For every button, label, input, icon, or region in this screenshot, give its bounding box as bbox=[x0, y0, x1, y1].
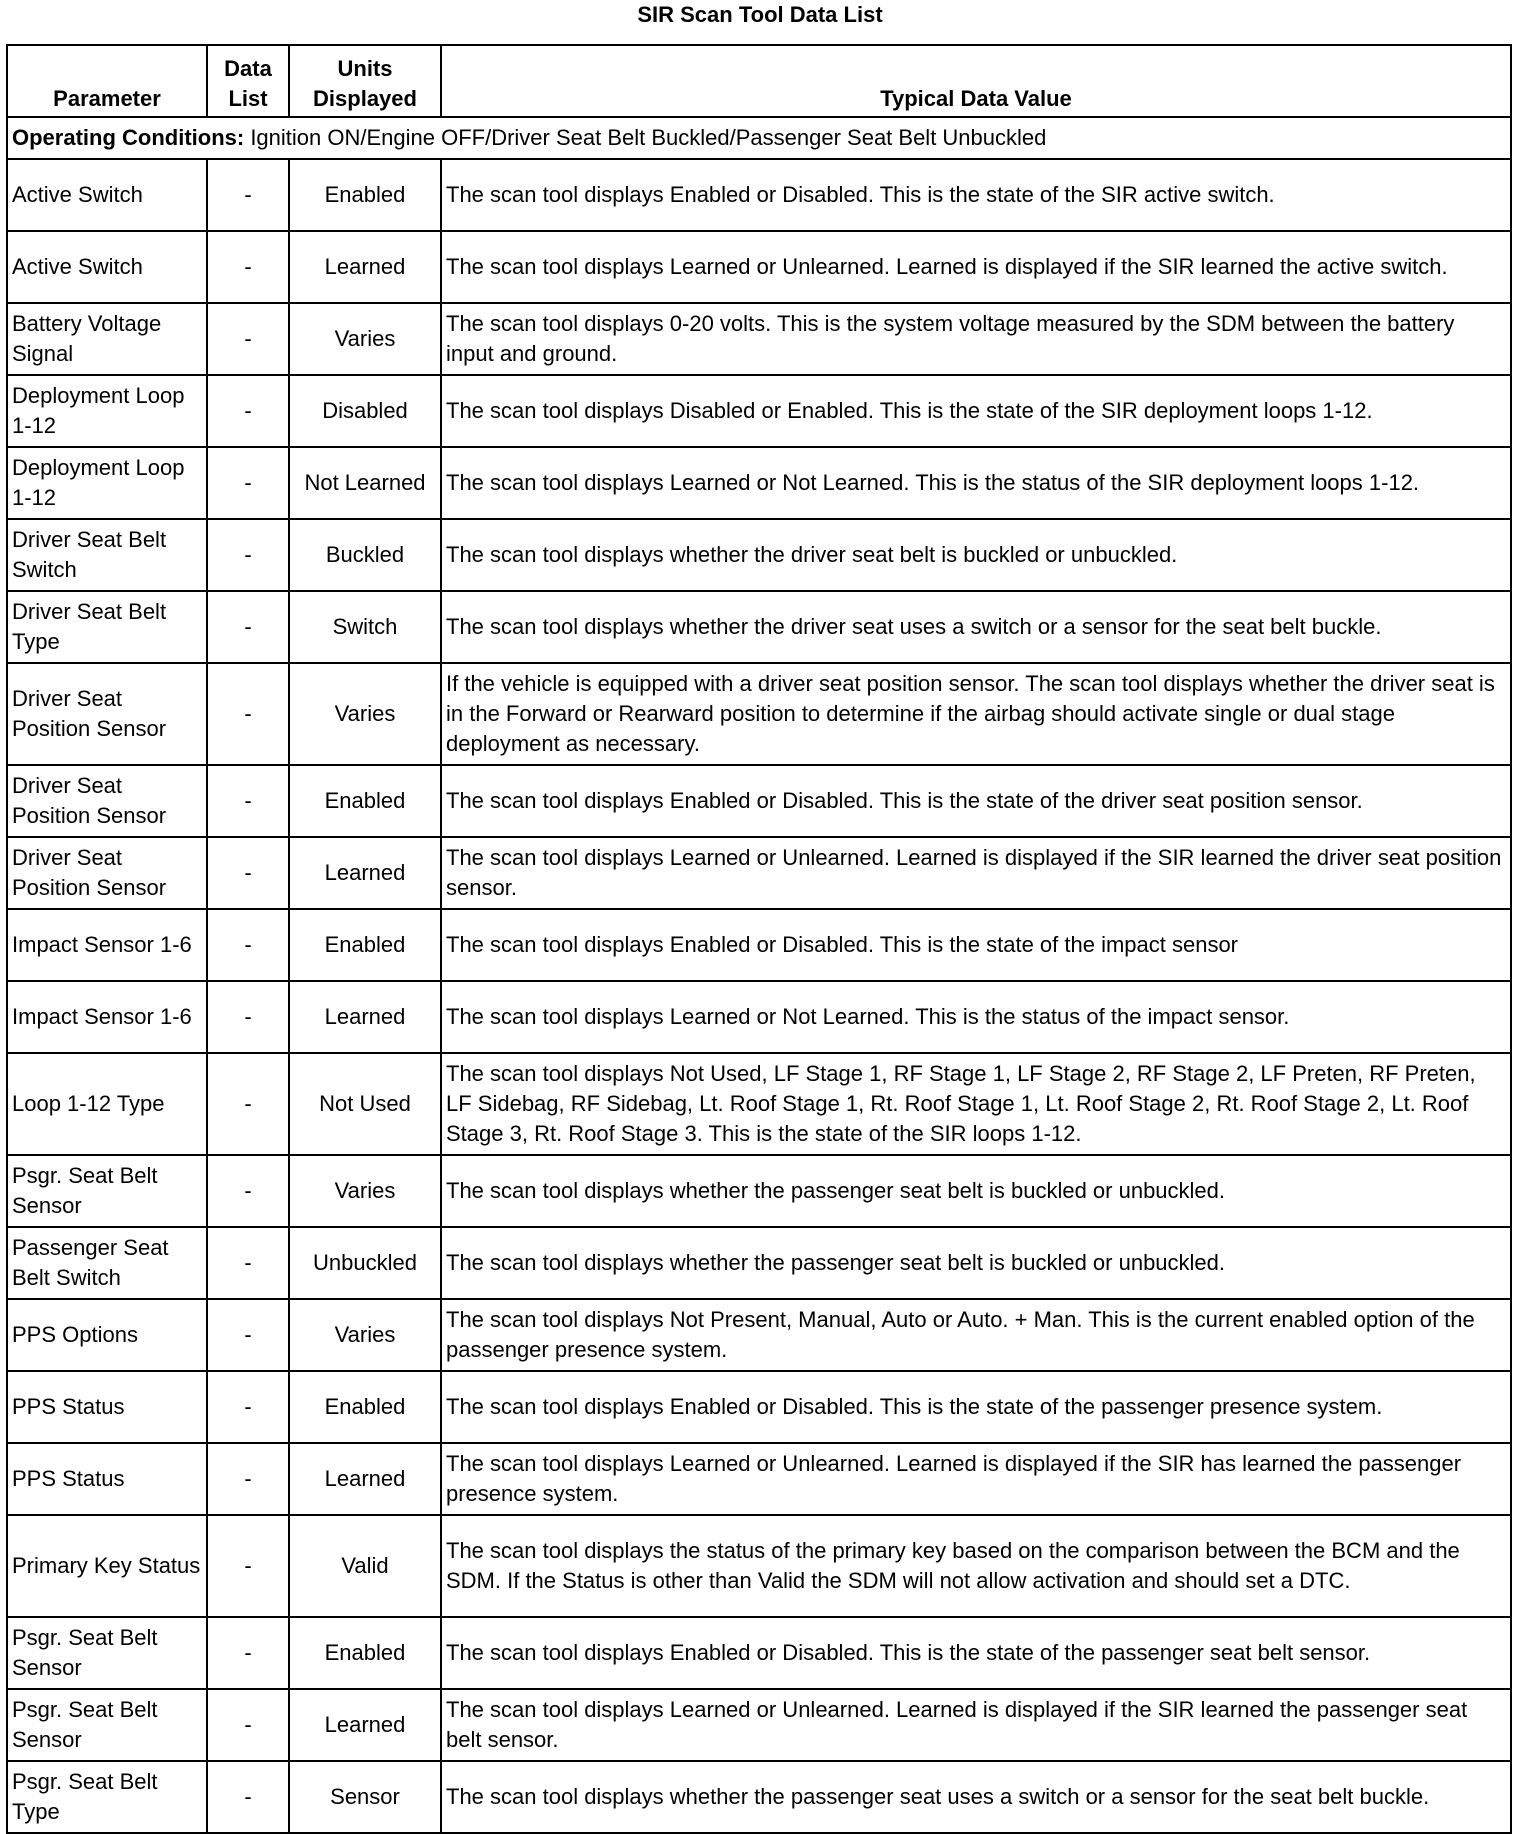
typical-data-value-cell: The scan tool displays whether the driver seat belt is buckled or unbuckled. bbox=[441, 519, 1511, 591]
typical-data-value-cell: The scan tool displays whether the passenger seat uses a switch or a sensor for the seat belt buckle. bbox=[441, 1761, 1511, 1833]
parameter-cell: Deployment Loop 1-12 bbox=[7, 375, 207, 447]
header-data-list: Data List bbox=[207, 45, 289, 117]
data-table bbox=[6, 44, 1512, 1834]
units-displayed-cell: Enabled bbox=[289, 909, 441, 981]
table-row bbox=[7, 1443, 1511, 1515]
units-displayed-cell: Learned bbox=[289, 1443, 441, 1515]
header-typical-data-value: Typical Data Value bbox=[441, 45, 1511, 117]
typical-data-value-cell: The scan tool displays Enabled or Disabled. This is the state of the impact sensor bbox=[441, 909, 1511, 981]
data-list-cell: - bbox=[207, 375, 289, 447]
table-row bbox=[7, 765, 1511, 837]
units-displayed-cell: Learned bbox=[289, 1689, 441, 1761]
typical-data-value-cell: The scan tool displays Learned or Not Learned. This is the status of the SIR deployment loops 1-12. bbox=[441, 447, 1511, 519]
units-displayed-cell: Varies bbox=[289, 1299, 441, 1371]
table-row bbox=[7, 1227, 1511, 1299]
parameter-cell: Active Switch bbox=[7, 159, 207, 231]
table-row bbox=[7, 303, 1511, 375]
typical-data-value-cell: The scan tool displays Disabled or Enabled. This is the state of the SIR deployment loops 1-12. bbox=[441, 375, 1511, 447]
parameter-cell: Deployment Loop 1-12 bbox=[7, 447, 207, 519]
data-list-cell: - bbox=[207, 1761, 289, 1833]
units-displayed-cell: Enabled bbox=[289, 159, 441, 231]
typical-data-value-cell: The scan tool displays Learned or Unlearned. Learned is displayed if the SIR learned the driver seat position sensor. bbox=[441, 837, 1511, 909]
units-displayed-cell: Buckled bbox=[289, 519, 441, 591]
data-list-cell: - bbox=[207, 1053, 289, 1155]
parameter-cell: Driver Seat Belt Switch bbox=[7, 519, 207, 591]
units-displayed-cell: Varies bbox=[289, 1155, 441, 1227]
units-displayed-cell: Switch bbox=[289, 591, 441, 663]
typical-data-value-cell: The scan tool displays Enabled or Disabled. This is the state of the driver seat position sensor. bbox=[441, 765, 1511, 837]
operating-conditions bbox=[7, 117, 1511, 159]
data-list-cell: - bbox=[207, 231, 289, 303]
operating-conditions-value: Ignition ON/Engine OFF/Driver Seat Belt Buckled/Passenger Seat Belt Unbuckled bbox=[244, 125, 1047, 150]
parameter-cell: Driver Seat Position Sensor bbox=[7, 765, 207, 837]
table-row bbox=[7, 159, 1511, 231]
units-displayed-cell: Not Used bbox=[289, 1053, 441, 1155]
table-row bbox=[7, 1299, 1511, 1371]
typical-data-value-cell: The scan tool displays 0-20 volts. This is the system voltage measured by the SDM between the battery input and ground. bbox=[441, 303, 1511, 375]
header-parameter: Parameter bbox=[7, 45, 207, 117]
table-row bbox=[7, 1515, 1511, 1617]
table-row bbox=[7, 591, 1511, 663]
parameter-cell: Psgr. Seat Belt Sensor bbox=[7, 1689, 207, 1761]
typical-data-value-cell: The scan tool displays Learned or Unlearned. Learned is displayed if the SIR learned the passenger seat belt sensor. bbox=[441, 1689, 1511, 1761]
parameter-cell: PPS Options bbox=[7, 1299, 207, 1371]
data-list-cell: - bbox=[207, 1299, 289, 1371]
data-list-cell: - bbox=[207, 1443, 289, 1515]
units-displayed-cell: Learned bbox=[289, 231, 441, 303]
data-list-cell: - bbox=[207, 1155, 289, 1227]
parameter-cell: Battery Voltage Signal bbox=[7, 303, 207, 375]
data-list-cell: - bbox=[207, 981, 289, 1053]
units-displayed-cell: Enabled bbox=[289, 1371, 441, 1443]
data-list-cell: - bbox=[207, 1689, 289, 1761]
typical-data-value-cell: The scan tool displays whether the passenger seat belt is buckled or unbuckled. bbox=[441, 1155, 1511, 1227]
table-row bbox=[7, 1371, 1511, 1443]
data-list-cell: - bbox=[207, 1371, 289, 1443]
units-displayed-cell: Disabled bbox=[289, 375, 441, 447]
table-row bbox=[7, 1053, 1511, 1155]
data-list-cell: - bbox=[207, 447, 289, 519]
parameter-cell: PPS Status bbox=[7, 1371, 207, 1443]
units-displayed-cell: Varies bbox=[289, 663, 441, 765]
typical-data-value-cell: The scan tool displays whether the passenger seat belt is buckled or unbuckled. bbox=[441, 1227, 1511, 1299]
parameter-cell: Psgr. Seat Belt Sensor bbox=[7, 1617, 207, 1689]
data-list-cell: - bbox=[207, 663, 289, 765]
table-row bbox=[7, 447, 1511, 519]
parameter-cell: Primary Key Status bbox=[7, 1515, 207, 1617]
units-displayed-cell: Not Learned bbox=[289, 447, 441, 519]
parameter-cell: Psgr. Seat Belt Type bbox=[7, 1761, 207, 1833]
table-row bbox=[7, 375, 1511, 447]
parameter-cell: Impact Sensor 1-6 bbox=[7, 909, 207, 981]
header-row bbox=[7, 45, 1511, 117]
parameter-cell: Driver Seat Position Sensor bbox=[7, 663, 207, 765]
parameter-cell: Passenger Seat Belt Switch bbox=[7, 1227, 207, 1299]
typical-data-value-cell: The scan tool displays Learned or Unlearned. Learned is displayed if the SIR learned the active switch. bbox=[441, 231, 1511, 303]
table-row bbox=[7, 1155, 1511, 1227]
table-row bbox=[7, 1617, 1511, 1689]
typical-data-value-cell: The scan tool displays Enabled or Disabled. This is the state of the SIR active switch. bbox=[441, 159, 1511, 231]
units-displayed-cell: Learned bbox=[289, 837, 441, 909]
parameter-cell: Impact Sensor 1-6 bbox=[7, 981, 207, 1053]
units-displayed-cell: Valid bbox=[289, 1515, 441, 1617]
units-displayed-cell: Enabled bbox=[289, 1617, 441, 1689]
header-units-displayed: Units Displayed bbox=[289, 45, 441, 117]
table-row bbox=[7, 1761, 1511, 1833]
data-list-cell: - bbox=[207, 909, 289, 981]
data-list-cell: - bbox=[207, 591, 289, 663]
table-row bbox=[7, 231, 1511, 303]
typical-data-value-cell: If the vehicle is equipped with a driver seat position sensor. The scan tool displays whether the driver seat is in the Forward or Rearward position to determine if the airbag should activate single or dual stage deployment as necessary. bbox=[441, 663, 1511, 765]
operating-conditions-row bbox=[7, 117, 1511, 159]
typical-data-value-cell: The scan tool displays Not Used, LF Stage 1, RF Stage 1, LF Stage 2, RF Stage 2, LF Preten, RF Preten, LF Sidebag, RF Sidebag, Lt. Roof Stage 1, Rt. Roof Stage 1, Lt. Roof Stage 2, Rt. Roof Stage 2, Lt. Roof Stage 3, Rt. Roof Stage 3. This is the state of the SIR loops 1-12. bbox=[441, 1053, 1511, 1155]
page-title: SIR Scan Tool Data List bbox=[637, 2, 883, 27]
parameter-cell: Driver Seat Belt Type bbox=[7, 591, 207, 663]
data-list-cell: - bbox=[207, 837, 289, 909]
typical-data-value-cell: The scan tool displays whether the driver seat uses a switch or a sensor for the seat belt buckle. bbox=[441, 591, 1511, 663]
units-displayed-cell: Varies bbox=[289, 303, 441, 375]
table-row bbox=[7, 909, 1511, 981]
table-row bbox=[7, 1689, 1511, 1761]
parameter-cell: Psgr. Seat Belt Sensor bbox=[7, 1155, 207, 1227]
data-list-cell: - bbox=[207, 1515, 289, 1617]
typical-data-value-cell: The scan tool displays the status of the primary key based on the comparison between the BCM and the SDM. If the Status is other than Valid the SDM will not allow activation and should set a DTC. bbox=[441, 1515, 1511, 1617]
typical-data-value-cell: The scan tool displays Learned or Not Learned. This is the status of the impact sensor. bbox=[441, 981, 1511, 1053]
table-row bbox=[7, 519, 1511, 591]
operating-conditions-label: Operating Conditions: bbox=[12, 125, 245, 150]
table-row bbox=[7, 663, 1511, 765]
table-row bbox=[7, 981, 1511, 1053]
units-displayed-cell: Unbuckled bbox=[289, 1227, 441, 1299]
table-row bbox=[7, 837, 1511, 909]
typical-data-value-cell: The scan tool displays Enabled or Disabled. This is the state of the passenger seat belt sensor. bbox=[441, 1617, 1511, 1689]
parameter-cell: Active Switch bbox=[7, 231, 207, 303]
data-list-cell: - bbox=[207, 159, 289, 231]
data-list-cell: - bbox=[207, 765, 289, 837]
typical-data-value-cell: The scan tool displays Enabled or Disabled. This is the state of the passenger presence system. bbox=[441, 1371, 1511, 1443]
data-list-cell: - bbox=[207, 519, 289, 591]
parameter-cell: PPS Status bbox=[7, 1443, 207, 1515]
parameter-cell: Loop 1-12 Type bbox=[7, 1053, 207, 1155]
units-displayed-cell: Enabled bbox=[289, 765, 441, 837]
typical-data-value-cell: The scan tool displays Not Present, Manual, Auto or Auto. + Man. This is the current enabled option of the passenger presence system. bbox=[441, 1299, 1511, 1371]
units-displayed-cell: Sensor bbox=[289, 1761, 441, 1833]
data-list-cell: - bbox=[207, 1227, 289, 1299]
data-list-cell: - bbox=[207, 303, 289, 375]
data-list-cell: - bbox=[207, 1617, 289, 1689]
units-displayed-cell: Learned bbox=[289, 981, 441, 1053]
parameter-cell: Driver Seat Position Sensor bbox=[7, 837, 207, 909]
typical-data-value-cell: The scan tool displays Learned or Unlearned. Learned is displayed if the SIR has learned the passenger presence system. bbox=[441, 1443, 1511, 1515]
